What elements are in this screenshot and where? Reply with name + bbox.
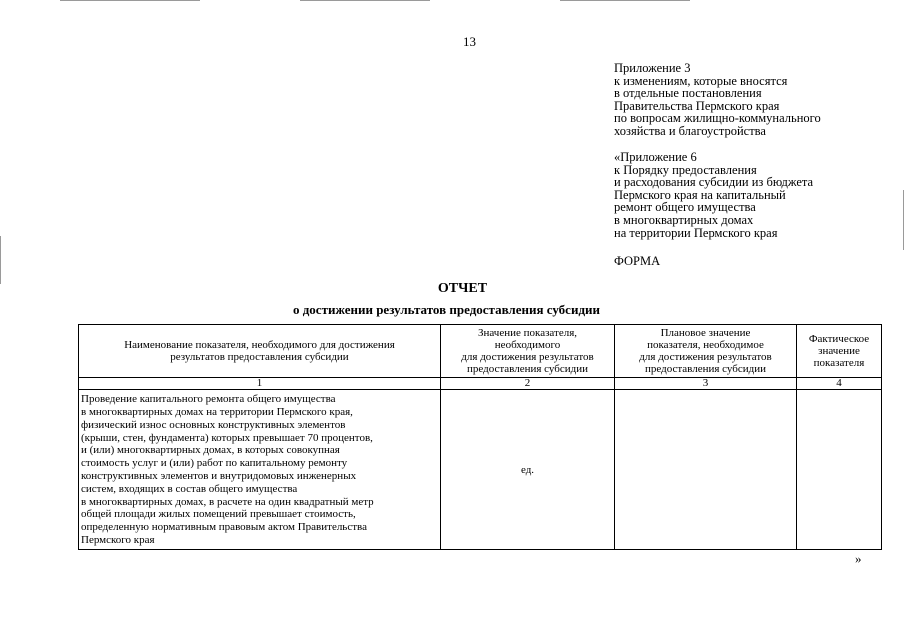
- appendix-line: в многоквартирных домах: [614, 212, 754, 227]
- appendix-line: в отдельные постановления: [614, 86, 762, 101]
- report-title: ОТЧЕТ: [437, 281, 488, 296]
- header-line: результатов предоставления субсидии: [170, 351, 349, 363]
- column-number: 4: [797, 378, 882, 390]
- header-cell-required-value: [441, 325, 615, 378]
- description-line: определенную нормативным правовым актом Правительства: [81, 521, 367, 534]
- report-subtitle: о достижении результатов предоставления субсидии: [292, 302, 601, 317]
- header-cell-actual-value: [797, 325, 882, 378]
- appendix-line: к Порядку предоставления: [614, 162, 757, 177]
- description-line: конструктивных элементов и внутридомовых инженерных: [81, 470, 357, 482]
- scan-edge-right: [903, 190, 904, 250]
- table-row: [79, 390, 882, 550]
- appendix-line: «Приложение 6: [614, 150, 697, 164]
- header-line: для достижения результатов: [639, 351, 772, 363]
- description-line: в многоквартирных домах на территории Пермского края,: [81, 406, 353, 419]
- scan-edge-top-mid: [300, 0, 430, 1]
- header-line: показателя, необходимое: [647, 339, 764, 351]
- unit-cell: ед.: [441, 390, 615, 550]
- description-line: и (или) многоквартирных домах, в которых совокупная: [81, 444, 340, 457]
- appendix-line: Правительства Пермского края: [614, 98, 780, 113]
- description-line: (крыши, стен, фундамента) которых превышает 70 процентов,: [81, 431, 373, 444]
- header-line: Наименование показателя, необходимого для достижения: [124, 339, 395, 351]
- actual-value-cell: [797, 390, 882, 550]
- scan-edge-top-left: [60, 0, 200, 1]
- description-line: в многоквартирных домах, в расчете на один квадратный метр: [81, 495, 374, 508]
- description-line: Пермского края: [81, 533, 155, 546]
- appendix-line: по вопросам жилищно-коммунального: [614, 111, 821, 126]
- header-line: Плановое значение: [660, 327, 751, 339]
- column-number: 2: [441, 378, 615, 390]
- appendix-3-block: [614, 62, 821, 138]
- appendix-6-block: [614, 151, 813, 239]
- form-label: ФОРМА: [614, 254, 661, 268]
- closing-quote: »: [855, 551, 862, 566]
- description-line: физический износ основных конструктивных элементов: [81, 418, 346, 431]
- description-line: Проведение капитального ремонта общего имущества: [81, 393, 336, 406]
- appendix-line: ремонт общего имущества: [614, 200, 756, 215]
- appendix-line: и расходования субсидии из бюджета: [614, 175, 814, 190]
- header-line: показателя: [813, 357, 865, 369]
- description-line: стоимость услуг и (или) работ по капитальному ремонту: [81, 457, 348, 470]
- header-line: предоставления субсидии: [644, 363, 767, 375]
- planned-value-cell: [615, 390, 797, 550]
- appendix-line: на территории Пермского края: [614, 225, 778, 240]
- appendix-line: хозяйства и благоустройства: [614, 123, 766, 138]
- page-number: 13: [463, 34, 476, 49]
- header-line: Значение показателя,: [477, 327, 578, 339]
- appendix-line: Пермского края на капитальный: [614, 187, 786, 202]
- column-number: 3: [615, 378, 797, 390]
- header-line: для достижения результатов: [461, 351, 594, 363]
- scan-edge-top-right: [560, 0, 690, 1]
- scan-edge-left: [0, 236, 1, 284]
- header-cell-indicator: [79, 325, 441, 378]
- column-number-row: [79, 378, 882, 390]
- report-table: [78, 324, 882, 550]
- description-line: систем, входящих в состав общего имущества: [81, 482, 298, 495]
- header-line: необходимого: [494, 339, 561, 351]
- appendix-line: Приложение 3: [614, 61, 691, 75]
- header-line: Фактическое: [808, 333, 870, 345]
- header-line: предоставления субсидии: [466, 363, 589, 375]
- appendix-line: к изменениям, которые вносятся: [614, 73, 788, 88]
- description-line: общей площади жилых помещений превышает стоимость,: [81, 508, 356, 521]
- column-number: 1: [79, 378, 441, 390]
- table-header-row: [79, 325, 882, 378]
- header-cell-planned-value: [615, 325, 797, 378]
- indicator-description-cell: [79, 390, 441, 550]
- header-line: значение: [818, 345, 860, 357]
